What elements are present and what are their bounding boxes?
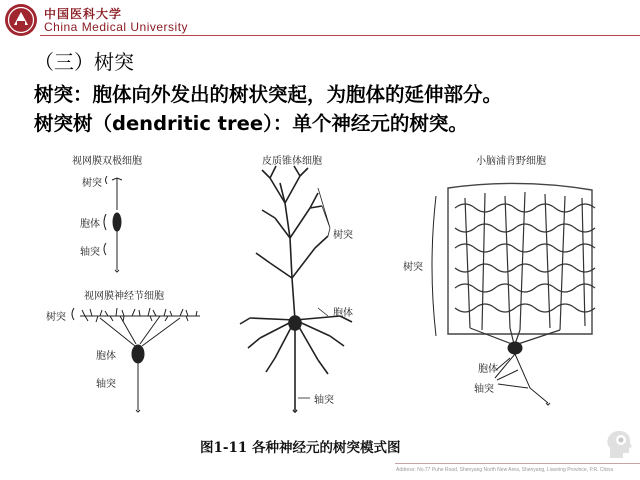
header-bar [0, 0, 640, 40]
figure-caption: 图1-11 各种神经元的树突模式图 [200, 440, 401, 456]
neuron-figure [0, 148, 640, 438]
bipolar-axon-label: 轴突 [80, 247, 100, 258]
head-silhouette-icon [604, 428, 634, 460]
section-title: （三）树突 [34, 50, 134, 74]
dendrite-definition: 树突：胞体向外发出的树状突起，为胞体的延伸部分。 [34, 83, 503, 106]
bipolar-soma-label: 胞体 [80, 219, 100, 230]
purkinje-cell-drawing [432, 183, 595, 405]
ganglion-dendrite-label: 树突 [46, 312, 66, 323]
ganglion-cell-drawing [72, 308, 200, 412]
ganglion-axon-label: 轴突 [96, 379, 116, 390]
purkinje-axon-label: 轴突 [474, 384, 494, 395]
ganglion-cell-title: 视网膜神经节细胞 [84, 291, 164, 302]
footer-address: Address: No.77 Puhe Road, Shenyang North New Area, Shenyang, Liaoning Province, P.R. China [396, 467, 613, 473]
university-name-cn: 中国医科大学 [44, 7, 123, 21]
purkinje-dendrite-label: 树突 [403, 262, 423, 273]
university-name-en: China Medical University [44, 20, 189, 34]
ganglion-soma-label: 胞体 [96, 351, 116, 362]
bipolar-cell-drawing [104, 176, 122, 272]
purkinje-cell-title: 小脑浦肯野细胞 [476, 156, 546, 167]
university-seal-icon [4, 3, 38, 37]
pyramidal-soma-label: 胞体 [333, 308, 353, 319]
pyramidal-cell-title: 皮质锥体细胞 [262, 156, 322, 167]
bipolar-dendrite-label: 树突 [82, 178, 102, 189]
pyramidal-cell-drawing [240, 166, 352, 412]
dendritic-tree-definition: 树突树（dendritic tree）：单个神经元的树突。 [34, 112, 468, 135]
bipolar-cell-title: 视网膜双极细胞 [72, 156, 142, 167]
pyramidal-dendrite-label: 树突 [333, 230, 353, 241]
header-divider [40, 35, 640, 36]
purkinje-soma-label: 胞体 [478, 364, 498, 375]
footer-divider [395, 463, 640, 464]
pyramidal-axon-label: 轴突 [314, 395, 334, 406]
